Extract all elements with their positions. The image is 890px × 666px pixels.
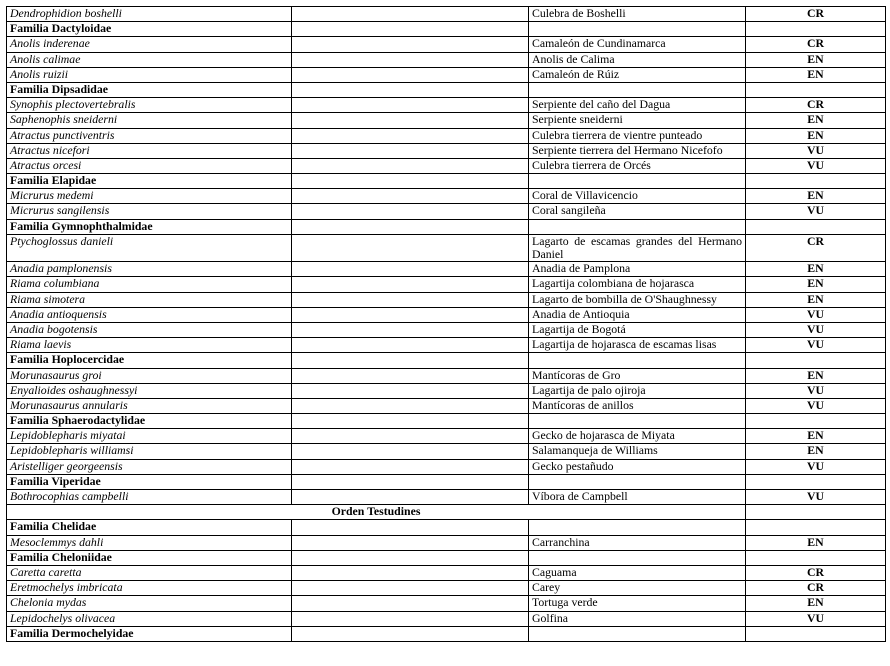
conservation-status-cell: VU (746, 611, 886, 626)
empty-cell (292, 7, 529, 22)
family-name-cell: Familia Dactyloidae (7, 22, 292, 37)
common-name-cell: Coral sangileña (529, 204, 746, 219)
species-row (7, 189, 886, 204)
empty-cell (292, 474, 529, 489)
scientific-name-cell: Atractus nicefori (7, 143, 292, 158)
empty-cell (292, 113, 529, 128)
scientific-name-cell: Saphenophis sneiderni (7, 113, 292, 128)
empty-cell (292, 338, 529, 353)
species-row (7, 143, 886, 158)
family-row (7, 474, 886, 489)
family-name-cell: Familia Dipsadidae (7, 82, 292, 97)
conservation-status-cell: VU (746, 459, 886, 474)
scientific-name-cell: Anadia antioquensis (7, 307, 292, 322)
common-name-cell: Lagartija de hojarasca de escamas lisas (529, 338, 746, 353)
species-row (7, 158, 886, 173)
empty-cell (292, 277, 529, 292)
empty-cell (292, 292, 529, 307)
species-table (6, 6, 886, 642)
empty-cell (292, 444, 529, 459)
scientific-name-cell: Atractus punctiventris (7, 128, 292, 143)
conservation-status-cell: VU (746, 322, 886, 337)
empty-cell (529, 550, 746, 565)
empty-cell (292, 581, 529, 596)
empty-cell (292, 219, 529, 234)
scientific-name-cell: Anolis calimae (7, 52, 292, 67)
conservation-status-cell: EN (746, 277, 886, 292)
species-row (7, 490, 886, 505)
empty-cell (292, 429, 529, 444)
empty-cell (292, 234, 529, 261)
empty-cell (746, 414, 886, 429)
empty-cell (292, 174, 529, 189)
empty-cell (529, 474, 746, 489)
common-name-cell: Culebra tierrera de Orcés (529, 158, 746, 173)
empty-cell (292, 82, 529, 97)
common-name-cell: Lagarto de bombilla de O'Shaughnessy (529, 292, 746, 307)
conservation-status-cell: CR (746, 98, 886, 113)
common-name-cell: Tortuga verde (529, 596, 746, 611)
species-row (7, 277, 886, 292)
empty-cell (529, 174, 746, 189)
empty-cell (746, 505, 886, 520)
family-name-cell: Familia Cheloniidae (7, 550, 292, 565)
species-row (7, 383, 886, 398)
empty-cell (529, 219, 746, 234)
common-name-cell: Culebra tierrera de vientre punteado (529, 128, 746, 143)
species-row (7, 128, 886, 143)
species-row (7, 565, 886, 580)
common-name-cell: Anadia de Pamplona (529, 262, 746, 277)
scientific-name-cell: Dendrophidion boshelli (7, 7, 292, 22)
family-row (7, 22, 886, 37)
family-name-cell: Familia Sphaerodactylidae (7, 414, 292, 429)
order-name-cell: Orden Testudines (7, 505, 746, 520)
common-name-cell: Camaleón de Rúiz (529, 67, 746, 82)
conservation-status-cell: EN (746, 262, 886, 277)
empty-cell (746, 82, 886, 97)
conservation-status-cell: EN (746, 292, 886, 307)
empty-cell (529, 22, 746, 37)
empty-cell (292, 520, 529, 535)
species-row (7, 535, 886, 550)
conservation-status-cell: VU (746, 158, 886, 173)
empty-cell (746, 474, 886, 489)
common-name-cell: Lagartija de Bogotá (529, 322, 746, 337)
scientific-name-cell: Morunasaurus groi (7, 368, 292, 383)
order-row (7, 505, 886, 520)
common-name-cell: Coral de Villavicencio (529, 189, 746, 204)
empty-cell (292, 353, 529, 368)
empty-cell (529, 414, 746, 429)
species-row (7, 98, 886, 113)
common-name-cell: Camaleón de Cundinamarca (529, 37, 746, 52)
common-name-cell: Golfina (529, 611, 746, 626)
species-row (7, 262, 886, 277)
empty-cell (292, 414, 529, 429)
empty-cell (529, 82, 746, 97)
empty-cell (746, 174, 886, 189)
conservation-status-cell: EN (746, 128, 886, 143)
species-row (7, 234, 886, 261)
empty-cell (292, 611, 529, 626)
common-name-cell: Víbora de Campbell (529, 490, 746, 505)
empty-cell (746, 550, 886, 565)
scientific-name-cell: Caretta caretta (7, 565, 292, 580)
common-name-cell: Anolis de Calima (529, 52, 746, 67)
conservation-status-cell: VU (746, 307, 886, 322)
species-row (7, 581, 886, 596)
empty-cell (292, 189, 529, 204)
common-name-cell: Caguama (529, 565, 746, 580)
empty-cell (292, 143, 529, 158)
empty-cell (292, 398, 529, 413)
common-name-cell: Lagartija de palo ojiroja (529, 383, 746, 398)
conservation-status-cell: EN (746, 535, 886, 550)
common-name-cell: Anadia de Antioquia (529, 307, 746, 322)
empty-cell (292, 565, 529, 580)
scientific-name-cell: Micrurus sangilensis (7, 204, 292, 219)
empty-cell (292, 322, 529, 337)
species-row (7, 292, 886, 307)
scientific-name-cell: Riama laevis (7, 338, 292, 353)
empty-cell (292, 37, 529, 52)
family-name-cell: Familia Gymnophthalmidae (7, 219, 292, 234)
empty-cell (746, 22, 886, 37)
empty-cell (529, 353, 746, 368)
empty-cell (292, 626, 529, 641)
table-body (7, 7, 886, 642)
empty-cell (746, 520, 886, 535)
scientific-name-cell: Enyalioides oshaughnessyi (7, 383, 292, 398)
empty-cell (529, 520, 746, 535)
empty-cell (292, 98, 529, 113)
family-row (7, 353, 886, 368)
species-row (7, 596, 886, 611)
conservation-status-cell: EN (746, 67, 886, 82)
conservation-status-cell: EN (746, 189, 886, 204)
family-name-cell: Familia Viperidae (7, 474, 292, 489)
empty-cell (292, 535, 529, 550)
species-row (7, 7, 886, 22)
empty-cell (292, 204, 529, 219)
species-row (7, 398, 886, 413)
conservation-status-cell: VU (746, 143, 886, 158)
conservation-status-cell: EN (746, 444, 886, 459)
common-name-cell: Serpiente tierrera del Hermano Nicefofo (529, 143, 746, 158)
conservation-status-cell: CR (746, 7, 886, 22)
conservation-status-cell: CR (746, 37, 886, 52)
species-row (7, 459, 886, 474)
species-row (7, 444, 886, 459)
empty-cell (292, 67, 529, 82)
conservation-status-cell: EN (746, 368, 886, 383)
scientific-name-cell: Bothrocophias campbelli (7, 490, 292, 505)
species-row (7, 338, 886, 353)
scientific-name-cell: Aristelliger georgeensis (7, 459, 292, 474)
empty-cell (292, 22, 529, 37)
family-name-cell: Familia Elapidae (7, 174, 292, 189)
scientific-name-cell: Morunasaurus annularis (7, 398, 292, 413)
common-name-cell: Carey (529, 581, 746, 596)
scientific-name-cell: Lepidoblepharis williamsi (7, 444, 292, 459)
conservation-status-cell: CR (746, 581, 886, 596)
conservation-status-cell: VU (746, 490, 886, 505)
scientific-name-cell: Atractus orcesi (7, 158, 292, 173)
family-name-cell: Familia Dermochelyidae (7, 626, 292, 641)
species-row (7, 307, 886, 322)
common-name-cell: Serpiente del caño del Dagua (529, 98, 746, 113)
scientific-name-cell: Riama simotera (7, 292, 292, 307)
species-row (7, 37, 886, 52)
family-row (7, 414, 886, 429)
scientific-name-cell: Riama columbiana (7, 277, 292, 292)
empty-cell (292, 128, 529, 143)
family-row (7, 550, 886, 565)
scientific-name-cell: Anadia pamplonensis (7, 262, 292, 277)
scientific-name-cell: Synophis plectovertebralis (7, 98, 292, 113)
conservation-status-cell: EN (746, 52, 886, 67)
scientific-name-cell: Lepidoblepharis miyatai (7, 429, 292, 444)
scientific-name-cell: Chelonia mydas (7, 596, 292, 611)
family-row (7, 626, 886, 641)
conservation-status-cell: VU (746, 383, 886, 398)
family-name-cell: Familia Hoplocercidae (7, 353, 292, 368)
common-name-cell: Mantícoras de anillos (529, 398, 746, 413)
empty-cell (292, 459, 529, 474)
species-row (7, 204, 886, 219)
empty-cell (292, 490, 529, 505)
empty-cell (746, 219, 886, 234)
family-row (7, 174, 886, 189)
family-row (7, 520, 886, 535)
family-row (7, 219, 886, 234)
conservation-status-cell: VU (746, 398, 886, 413)
common-name-cell: Carranchina (529, 535, 746, 550)
common-name-cell: Lagarto de escamas grandes del Hermano Daniel (529, 234, 746, 261)
common-name-cell: Serpiente sneiderni (529, 113, 746, 128)
empty-cell (292, 383, 529, 398)
scientific-name-cell: Lepidochelys olivacea (7, 611, 292, 626)
species-row (7, 611, 886, 626)
conservation-status-cell: EN (746, 113, 886, 128)
conservation-status-cell: VU (746, 204, 886, 219)
common-name-cell: Gecko pestañudo (529, 459, 746, 474)
species-row (7, 113, 886, 128)
species-row (7, 429, 886, 444)
scientific-name-cell: Anolis ruizii (7, 67, 292, 82)
species-row (7, 67, 886, 82)
species-row (7, 322, 886, 337)
empty-cell (746, 626, 886, 641)
common-name-cell: Culebra de Boshelli (529, 7, 746, 22)
empty-cell (292, 368, 529, 383)
empty-cell (292, 262, 529, 277)
scientific-name-cell: Mesoclemmys dahli (7, 535, 292, 550)
conservation-status-cell: CR (746, 565, 886, 580)
family-name-cell: Familia Chelidae (7, 520, 292, 535)
common-name-cell: Mantícoras de Gro (529, 368, 746, 383)
scientific-name-cell: Ptychoglossus danieli (7, 234, 292, 261)
conservation-status-cell: EN (746, 429, 886, 444)
empty-cell (292, 596, 529, 611)
common-name-cell: Gecko de hojarasca de Miyata (529, 429, 746, 444)
scientific-name-cell: Anolis inderenae (7, 37, 292, 52)
empty-cell (292, 307, 529, 322)
common-name-cell: Salamanqueja de Williams (529, 444, 746, 459)
empty-cell (746, 353, 886, 368)
empty-cell (529, 626, 746, 641)
species-row (7, 368, 886, 383)
species-row (7, 52, 886, 67)
scientific-name-cell: Eretmochelys imbricata (7, 581, 292, 596)
family-row (7, 82, 886, 97)
scientific-name-cell: Micrurus medemi (7, 189, 292, 204)
empty-cell (292, 52, 529, 67)
common-name-cell: Lagartija colombiana de hojarasca (529, 277, 746, 292)
conservation-status-cell: EN (746, 596, 886, 611)
scientific-name-cell: Anadia bogotensis (7, 322, 292, 337)
conservation-status-cell: VU (746, 338, 886, 353)
empty-cell (292, 550, 529, 565)
empty-cell (292, 158, 529, 173)
conservation-status-cell: CR (746, 234, 886, 261)
